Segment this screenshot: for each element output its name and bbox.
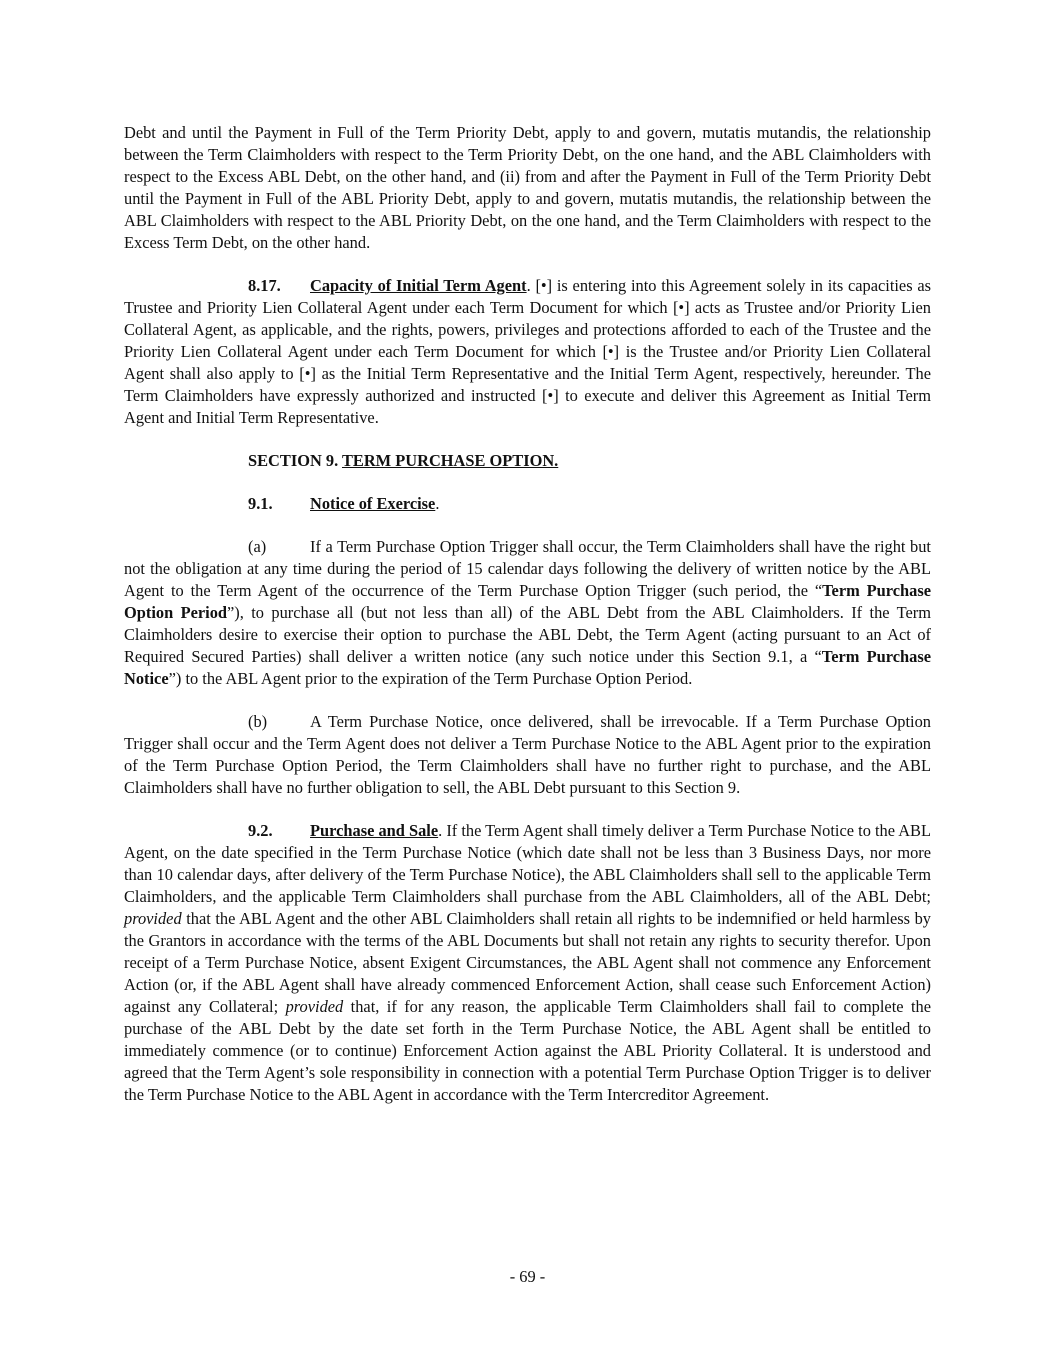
section-9-2 <box>124 820 931 1106</box>
document-page <box>124 122 931 1127</box>
section-number: 9.1. <box>248 494 273 513</box>
section-number: 9.2. <box>248 821 273 840</box>
page-number: - 69 - <box>509 1267 546 1286</box>
paragraph-continuation: Debt and until the Payment in Full of the Term Priority Debt, apply to and govern, mutatis mutandis, the relationship between the Term Claimholders with respect to the Term Priority Debt, on the one hand, and the ABL Claimholders with respect to the Excess ABL Debt, on the other hand, and (ii) from and after the Payment in Full of the Term Priority Debt until the Payment in Full of the ABL Priority Debt, apply to and govern, mutatis mutandis, the relationship between the ABL Claimholders with respect to the ABL Priority Debt, on the one hand, and the Term Claimholders with respect to the Excess Term Debt, on the other hand. <box>124 123 931 252</box>
section-title: Notice of Exercise <box>310 494 436 513</box>
clause-9-1-a <box>124 536 931 690</box>
section-text-3: that, if for any reason, the applicable Term Claimholders shall fail to complete the purchase of the ABL Debt by the date set forth in the Term Purchase Notice, the ABL Agent shall be entitled to immediately commence (or to continue) Enforcement Action against the ABL Priority Collateral. It is understood and agreed that the Term Agent’s sole responsibility in connection with a potential Term Purchase Option Trigger is to deliver the Term Purchase Notice to the ABL Agent in accordance with the Term Intercreditor Agreement. <box>124 997 931 1104</box>
section-body: . [•] is entering into this Agreement solely in its capacities as Trustee and Priority Lien Collateral Agent under each Term Document for which [•] acts as Trustee and/or Priority Lien Collateral Agent, as applicable, and the rights, powers, privileges and protections afforded to each of the Trustee and the Priority Lien Collateral Agent under each Term Document for which [•] is the Trustee and/or Priority Lien Collateral Agent shall also apply to [•] as the Initial Term Representative and the Initial Term Agent, respectively, hereunder. The Term Claimholders have expressly authorized and instructed [•] to execute and deliver this Agreement as Initial Term Agent and Initial Term Representative. <box>124 276 931 427</box>
section-heading-title: TERM PURCHASE OPTION. <box>341 451 559 470</box>
provided-term-2: provided <box>285 997 344 1016</box>
clause-body: A Term Purchase Notice, once delivered, shall be irrevocable. If a Term Purchase Option Trigger shall occur and the Term Agent does not deliver a Term Purchase Notice to the ABL Agent prior to the expiration of the Term Purchase Option Period, the Term Claimholders shall have no further right to purchase, and the ABL Claimholders shall have no further obligation to sell, the ABL Debt pursuant to this Section 9. <box>124 712 931 797</box>
section-8-17 <box>124 275 931 429</box>
section-number: 8.17. <box>248 276 281 295</box>
section-title: Capacity of Initial Term Agent <box>310 276 527 295</box>
clause-text-2: ”), to purchase all (but not less than all) of the ABL Debt from the ABL Claimholders. If the Term Claimholders desire to exercise their option to purchase the ABL Debt, the Term Agent (acting pursuant to an Act of Required Secured Parties) shall deliver a written notice (any such notice under this Section 9.1, a “ <box>124 603 931 666</box>
defined-term-purchase-notice: Term Purchase Notice <box>124 647 931 688</box>
section-text-1: . If the Term Agent shall timely deliver a Term Purchase Notice to the ABL Agent, on the date specified in the Term Purchase Notice (which date shall not be less than 3 Business Days, nor more than 10 calendar days, after delivery of the Term Purchase Notice), the ABL Claimholders shall sell to the applicable Term Claimholders, and the applicable Term Claimholders shall purchase from the ABL Claimholders, all of the ABL Debt; <box>124 821 931 906</box>
section-9-heading <box>124 450 931 472</box>
clause-text-3: ”) to the ABL Agent prior to the expiration of the Term Purchase Option Period. <box>168 669 693 688</box>
section-heading-prefix: SECTION 9. <box>248 451 342 470</box>
provided-term-1: provided <box>124 909 182 928</box>
section-title: Purchase and Sale <box>310 821 439 840</box>
clause-9-1-b <box>124 711 931 799</box>
clause-text-1: If a Term Purchase Option Trigger shall occur, the Term Claimholders shall have the right but not the obligation at any time during the period of 15 calendar days following the delivery of written notice by the ABL Agent to the Term Agent of the occurrence of the Term Purchase Option Trigger (such period, the “ <box>124 537 931 600</box>
section-text-2: that the ABL Agent and the other ABL Claimholders shall retain all rights to be indemnified or held harmless by the Grantors in accordance with the terms of the ABL Documents but shall not retain any rights to security therefor. Upon receipt of a Term Purchase Notice, absent Exigent Circumstances, the ABL Agent shall not commence any Enforcement Action (or, if the ABL Agent shall have already commenced Enforcement Action, shall cease such Enforcement Action) against any Collateral; <box>124 909 931 1016</box>
clause-label: (b) <box>248 712 268 731</box>
section-9-1-heading <box>124 493 931 515</box>
clause-label: (a) <box>248 537 267 556</box>
section-title-tail: . <box>435 494 440 513</box>
defined-term-option-period: Term Purchase Option Period <box>124 581 931 622</box>
